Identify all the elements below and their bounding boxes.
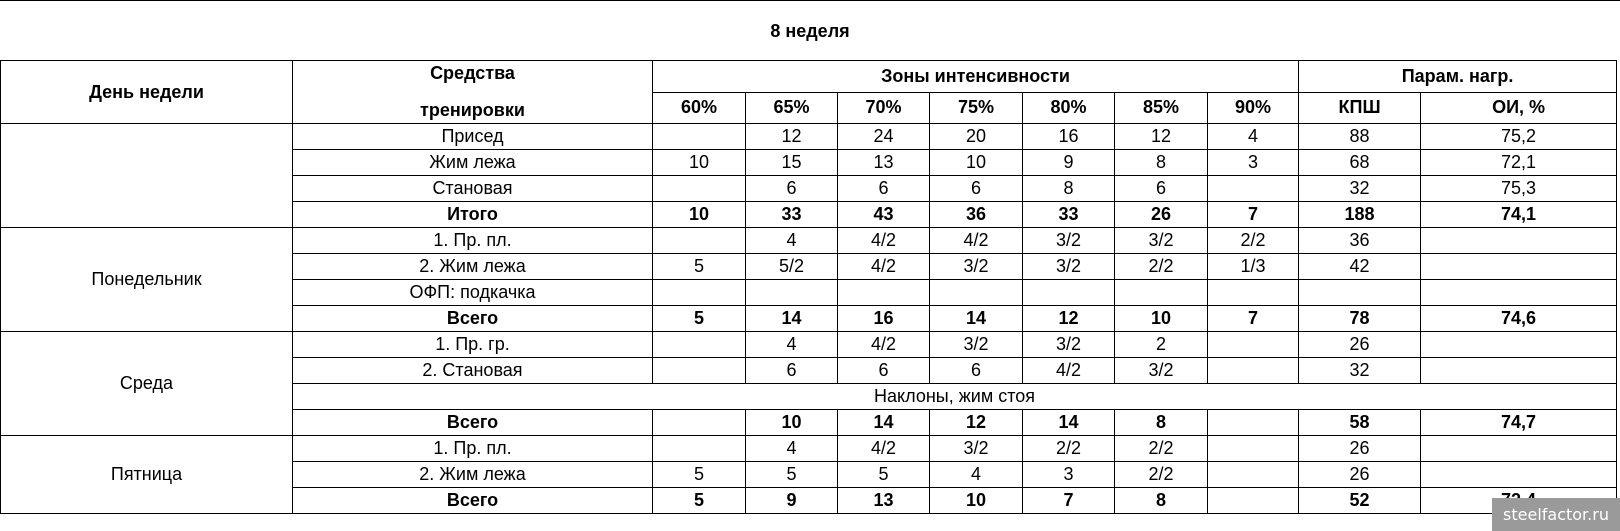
param-header-kpsh: КПШ	[1299, 92, 1421, 124]
total-label: Всего	[293, 488, 653, 514]
zone-value: 6	[930, 358, 1023, 384]
zone-value	[653, 280, 746, 306]
zone-value: 14	[1023, 410, 1115, 436]
zone-value: 4	[746, 332, 838, 358]
zone-value: 9	[746, 488, 838, 514]
zone-value: 5	[653, 254, 746, 280]
zone-value	[653, 358, 746, 384]
zone-value: 7	[1208, 202, 1299, 228]
zone-value	[930, 280, 1023, 306]
zone-value: 5/2	[746, 254, 838, 280]
exercise-name: ОФП: подкачка	[293, 280, 653, 306]
total-label: Всего	[293, 306, 653, 332]
zone-value: 3/2	[930, 254, 1023, 280]
zone-value: 33	[1023, 202, 1115, 228]
zone-value: 10	[1115, 306, 1208, 332]
oi-value	[1421, 228, 1617, 254]
zone-value: 14	[838, 410, 930, 436]
exercise-name: 1. Пр. пл.	[293, 436, 653, 462]
zone-value: 2/2	[1115, 462, 1208, 488]
oi-value	[1421, 280, 1617, 306]
exercise-name: 1. Пр. пл.	[293, 228, 653, 254]
zone-value: 5	[653, 462, 746, 488]
zone-value	[838, 280, 930, 306]
zone-value: 12	[1115, 124, 1208, 150]
zone-value: 4/2	[930, 228, 1023, 254]
zone-value	[653, 410, 746, 436]
zone-value	[1023, 280, 1115, 306]
exercise-name: Присед	[293, 124, 653, 150]
zone-value: 2/2	[1115, 436, 1208, 462]
header-day-of-week: День недели	[1, 61, 293, 124]
zone-value: 8	[1115, 488, 1208, 514]
zone-value: 6	[838, 176, 930, 202]
zone-value: 16	[838, 306, 930, 332]
zone-value	[653, 436, 746, 462]
zone-value	[1115, 280, 1208, 306]
oi-value: 75,3	[1421, 176, 1617, 202]
kpsh-value	[1299, 280, 1421, 306]
zone-value	[653, 332, 746, 358]
header-intensity-zones: Зоны интенсивности	[653, 61, 1299, 93]
zone-value: 3	[1023, 462, 1115, 488]
zone-value: 1/3	[1208, 254, 1299, 280]
exercise-name: 2. Жим лежа	[293, 254, 653, 280]
kpsh-value: 42	[1299, 254, 1421, 280]
zone-value: 36	[930, 202, 1023, 228]
top-rule	[0, 0, 1620, 1]
oi-value	[1421, 332, 1617, 358]
kpsh-value: 36	[1299, 228, 1421, 254]
zone-value	[1208, 488, 1299, 514]
zone-header: 60%	[653, 92, 746, 124]
zone-value: 4	[930, 462, 1023, 488]
header-load-params: Парам. нагр.	[1299, 61, 1617, 93]
zone-value: 4/2	[1023, 358, 1115, 384]
zone-value	[1208, 176, 1299, 202]
zone-value: 4/2	[838, 254, 930, 280]
zone-value: 8	[1115, 410, 1208, 436]
zone-value: 2/2	[1115, 254, 1208, 280]
zone-value: 13	[838, 488, 930, 514]
day-monday: Понедельник	[1, 228, 293, 332]
zone-value: 14	[930, 306, 1023, 332]
zone-value: 2/2	[1208, 228, 1299, 254]
zone-value: 2/2	[1023, 436, 1115, 462]
zone-value: 7	[1023, 488, 1115, 514]
zone-value: 2	[1115, 332, 1208, 358]
zone-value: 8	[1115, 150, 1208, 176]
kpsh-value: 88	[1299, 124, 1421, 150]
zone-value: 43	[838, 202, 930, 228]
zone-value	[1208, 436, 1299, 462]
zone-value: 6	[930, 176, 1023, 202]
zone-header: 75%	[930, 92, 1023, 124]
zone-header: 85%	[1115, 92, 1208, 124]
zone-value	[653, 228, 746, 254]
exercise-name: 2. Становая	[293, 358, 653, 384]
zone-value: 10	[930, 150, 1023, 176]
zone-value: 4	[746, 436, 838, 462]
page-title: 8 неделя	[770, 21, 850, 41]
kpsh-value: 58	[1299, 410, 1421, 436]
table-row	[1, 124, 1617, 150]
exercise-name: Жим лежа	[293, 150, 653, 176]
zone-value: 6	[746, 358, 838, 384]
zone-value: 8	[1023, 176, 1115, 202]
zone-value	[1208, 462, 1299, 488]
exercise-name: Становая	[293, 176, 653, 202]
zone-value: 5	[746, 462, 838, 488]
kpsh-value: 188	[1299, 202, 1421, 228]
zone-value: 6	[838, 358, 930, 384]
zone-value: 3/2	[1023, 228, 1115, 254]
zone-value: 5	[653, 488, 746, 514]
header-training-means-line1: Средства	[430, 63, 515, 83]
zone-value: 3/2	[1023, 332, 1115, 358]
header-training-means	[293, 61, 653, 124]
zone-value: 26	[1115, 202, 1208, 228]
zone-header: 70%	[838, 92, 930, 124]
zone-value: 4/2	[838, 332, 930, 358]
oi-value	[1421, 358, 1617, 384]
zone-value: 4	[746, 228, 838, 254]
zone-value: 3/2	[1115, 228, 1208, 254]
zone-value: 3/2	[930, 436, 1023, 462]
zone-value: 14	[746, 306, 838, 332]
zone-value	[1208, 410, 1299, 436]
zone-value	[1208, 332, 1299, 358]
kpsh-value: 32	[1299, 358, 1421, 384]
watermark: steelfactor.ru	[1492, 498, 1620, 531]
table-row	[1, 332, 1617, 358]
total-label: Итого	[293, 202, 653, 228]
zone-value: 24	[838, 124, 930, 150]
table-row	[1, 436, 1617, 462]
oi-value: 74,6	[1421, 306, 1617, 332]
zone-value: 3	[1208, 150, 1299, 176]
zone-header: 65%	[746, 92, 838, 124]
oi-value	[1421, 254, 1617, 280]
zone-header: 80%	[1023, 92, 1115, 124]
zone-value: 33	[746, 202, 838, 228]
day-empty	[1, 124, 293, 228]
zone-value: 6	[1115, 176, 1208, 202]
kpsh-value: 52	[1299, 488, 1421, 514]
zone-value: 6	[746, 176, 838, 202]
day-friday: Пятница	[1, 436, 293, 514]
kpsh-value: 32	[1299, 176, 1421, 202]
zone-value	[746, 280, 838, 306]
zone-value: 3/2	[1023, 254, 1115, 280]
zone-value	[1208, 280, 1299, 306]
zone-value: 12	[746, 124, 838, 150]
zone-value: 4/2	[838, 436, 930, 462]
kpsh-value: 26	[1299, 332, 1421, 358]
zone-value: 9	[1023, 150, 1115, 176]
zone-value: 20	[930, 124, 1023, 150]
header-training-means-line2: тренировки	[420, 100, 525, 120]
zone-value: 3/2	[1115, 358, 1208, 384]
zone-value: 5	[653, 306, 746, 332]
day-wednesday: Среда	[1, 332, 293, 436]
zone-value: 16	[1023, 124, 1115, 150]
zone-value	[653, 124, 746, 150]
total-label: Всего	[293, 410, 653, 436]
oi-value	[1421, 462, 1617, 488]
zone-value: 7	[1208, 306, 1299, 332]
zone-value: 3/2	[930, 332, 1023, 358]
exercise-name: 2. Жим лежа	[293, 462, 653, 488]
note-text: Наклоны, жим стоя	[293, 384, 1617, 410]
zone-value	[1208, 358, 1299, 384]
zone-value: 10	[653, 150, 746, 176]
zone-value: 5	[838, 462, 930, 488]
zone-value	[653, 176, 746, 202]
zone-header: 90%	[1208, 92, 1299, 124]
training-plan-table	[0, 60, 1617, 514]
zone-value: 10	[930, 488, 1023, 514]
kpsh-value: 26	[1299, 436, 1421, 462]
oi-value: 74,7	[1421, 410, 1617, 436]
oi-value: 74,1	[1421, 202, 1617, 228]
kpsh-value: 78	[1299, 306, 1421, 332]
exercise-name: 1. Пр. гр.	[293, 332, 653, 358]
zone-value: 10	[746, 410, 838, 436]
zone-value: 15	[746, 150, 838, 176]
oi-value	[1421, 436, 1617, 462]
param-header-oi: ОИ, %	[1421, 92, 1617, 124]
zone-value: 4	[1208, 124, 1299, 150]
zone-value: 12	[1023, 306, 1115, 332]
zone-value: 10	[653, 202, 746, 228]
oi-value: 75,2	[1421, 124, 1617, 150]
table-row	[1, 228, 1617, 254]
zone-value: 4/2	[838, 228, 930, 254]
zone-value: 13	[838, 150, 930, 176]
oi-value: 72,1	[1421, 150, 1617, 176]
kpsh-value: 68	[1299, 150, 1421, 176]
kpsh-value: 26	[1299, 462, 1421, 488]
zone-value: 12	[930, 410, 1023, 436]
